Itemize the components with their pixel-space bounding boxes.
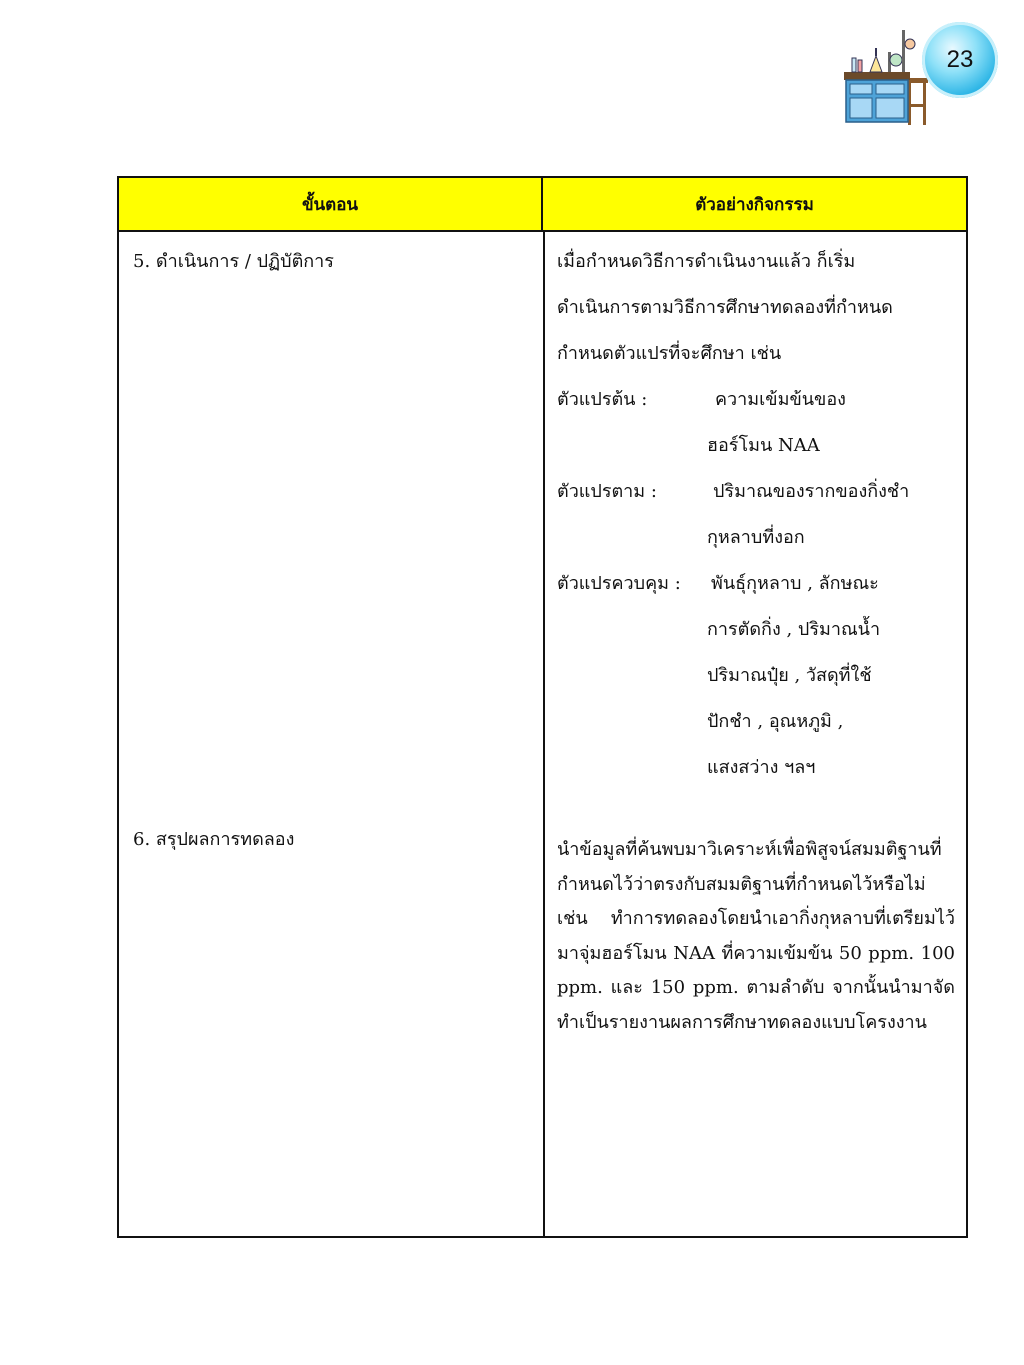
- column-divider: [543, 232, 545, 1236]
- variable-value-line: กุหลาบที่งอก: [707, 527, 805, 548]
- variable-label-dependent: ตัวแปรตาม :: [557, 481, 657, 502]
- step-5-intro-line: เมื่อกำหนดวิธีการดำเนินงานแล้ว ก็เริ่ม: [557, 251, 856, 272]
- page-number-badge: [922, 22, 998, 98]
- step-6-label: 6. สรุปผลการทดลอง: [133, 829, 295, 850]
- step-6-description: นำข้อมูลที่ค้นพบมาวิเคราะห์เพื่อพิสูจน์สมมติฐานที่กำหนดไว้ว่าตรงกับสมมติฐานที่กำหนดไว้หรือไม่ เช่น ทำการทดลองโดยนำเอากิ่งกุหลาบที่เตรียมไว้มาจุ่มฮอร์โมน NAA ที่ความเข้มข้น 50 ppm. 100 ppm. และ 150 ppm. ตามลำดับ จากนั้นนำมาจัดทำเป็นรายงานผลการศึกษาทดลองแบบโครงงาน: [557, 839, 955, 1033]
- steps-table: [117, 176, 968, 1238]
- variable-value-line: ฮอร์โมน NAA: [707, 435, 820, 456]
- variable-label-controlled: ตัวแปรควบคุม :: [557, 573, 681, 594]
- variable-value-line: ปักชำ , อุณหภูมิ ,: [707, 711, 844, 732]
- variable-value-line: ปริมาณของรากของกิ่งชำ: [713, 481, 910, 502]
- step-5-intro-line: กำหนดตัวแปรที่จะศึกษา เช่น: [557, 343, 782, 364]
- step-5-intro-line: ดำเนินการตามวิธีการศึกษาทดลองที่กำหนด: [557, 297, 893, 318]
- page-number: 23: [946, 46, 974, 73]
- table-header-activities: ตัวอย่างกิจกรรม: [543, 178, 966, 232]
- variable-value-line: แสงสว่าง ฯลฯ: [707, 757, 816, 778]
- step-5-label: 5. ดำเนินการ / ปฏิบัติการ: [133, 251, 334, 272]
- variable-value-line: การตัดกิ่ง , ปริมาณน้ำ: [707, 619, 881, 640]
- variable-value-line: ปริมาณปุ๋ย , วัสดุที่ใช้: [707, 665, 872, 686]
- variable-label-independent: ตัวแปรต้น :: [557, 389, 648, 410]
- variable-value-line: พันธุ์กุหลาบ , ลักษณะ: [711, 573, 879, 594]
- table-header-steps: ขั้นตอน: [119, 178, 543, 232]
- variable-value-line: ความเข้มข้นของ: [715, 389, 846, 410]
